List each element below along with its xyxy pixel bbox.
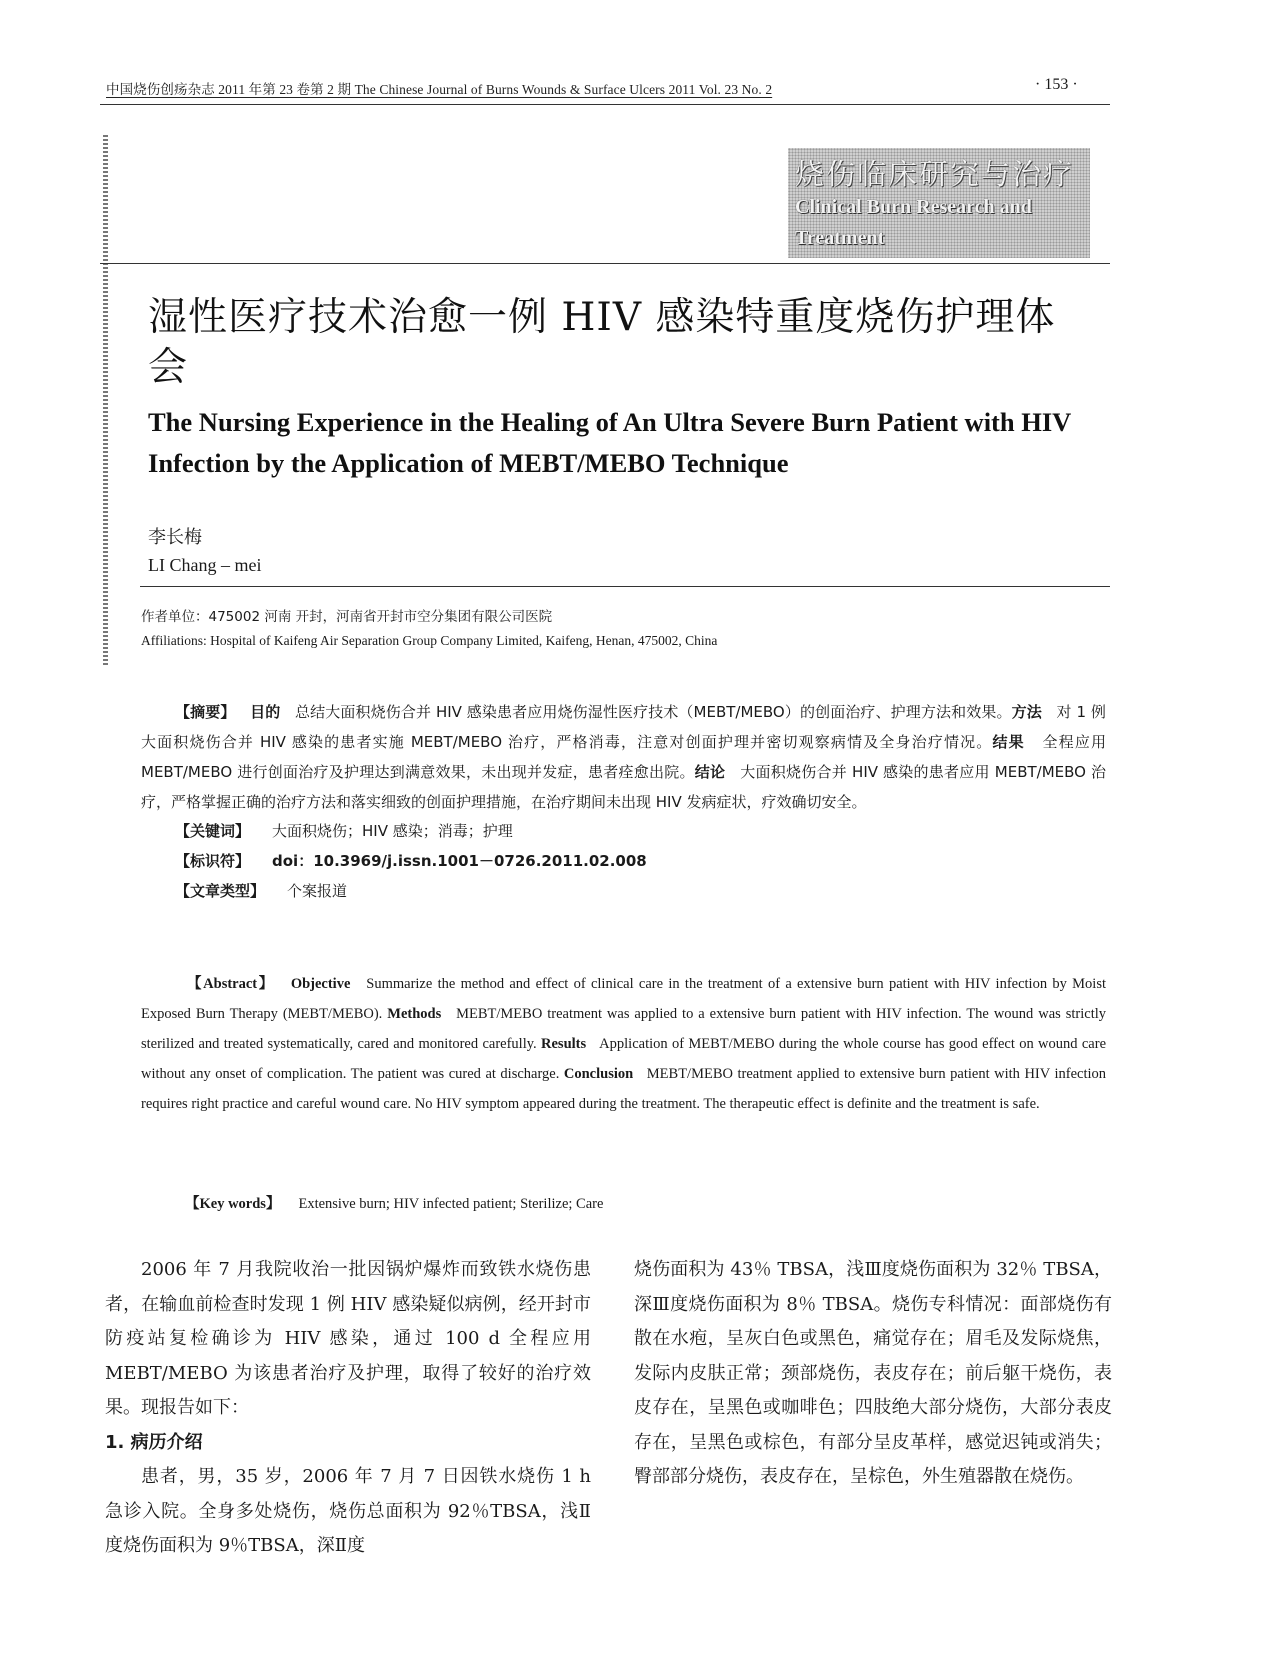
margin-dotted-bar: [103, 135, 108, 665]
abstract-cn-conclusion-label: 结论: [694, 763, 726, 781]
identifier-value: doi：10.3969/j.issn.1001－0726.2011.02.008: [272, 852, 647, 870]
keywords-en-label: 【Key words】: [185, 1196, 281, 1212]
abstract-en-methods: MEBT/MEBO treatment was applied to a extensive burn patient with HIV infection. The wound was strictly sterilized and treated systematically, cared and monitored carefully.: [141, 1006, 1107, 1052]
author-name-cn: 李长梅: [148, 527, 202, 548]
article-type-label: 【文章类型】: [175, 882, 266, 900]
affiliation-en: Affiliations: Hospital of Kaifeng Air Separation Group Company Limited, Kaifeng, Henan, 475002, China: [141, 633, 718, 648]
section-1-heading: 1. 病历介绍: [105, 1431, 203, 1453]
abstract-cn-objective-label: 目的: [250, 703, 281, 721]
affiliation-cn: 作者单位：475002 河南 开封，河南省开封市空分集团有限公司医院: [141, 609, 553, 625]
abstract-en-label: 【Abstract】: [187, 976, 275, 992]
author-name-en: LI Chang – mei: [148, 555, 262, 575]
body-left-column: [105, 1253, 591, 1564]
keywords-en-row: [185, 1192, 603, 1213]
abstract-cn-objective: 总结大面积烧伤合并 HIV 感染患者应用烧伤湿性医疗技术（MEBT/MEBO）的创面治疗、护理方法和效果。: [295, 703, 1012, 721]
abstract-en-results-label: Results: [541, 1036, 587, 1052]
column-title-en: Clinical Burn Research and Treatment: [795, 196, 1032, 249]
keywords-cn-row: [175, 820, 513, 841]
article-title-cn: 湿性医疗技术治愈一例 HIV 感染特重度烧伤护理体会: [148, 295, 1056, 390]
body-right-column: [634, 1253, 1112, 1495]
abstract-cn-label: 【摘要】: [175, 703, 236, 721]
abstract-cn-methods-label: 方法: [1011, 703, 1042, 721]
abstract-cn: [141, 697, 1106, 817]
identifier-row: [175, 850, 647, 871]
keywords-cn-value: 大面积烧伤；HIV 感染；消毒；护理: [272, 822, 513, 840]
abstract-cn-results-label: 结果: [992, 733, 1025, 751]
author-rule: [140, 586, 1110, 587]
case-paragraph-left: 患者，男，35 岁，2006 年 7 月 7 日因铁水烧伤 1 h 急诊入院。全身多处烧伤，烧伤总面积为 92％TBSA，浅Ⅱ度烧伤面积为 9％TBSA，深Ⅱ度: [105, 1466, 591, 1556]
abstract-en: [141, 969, 1106, 1119]
keywords-en-value: Extensive burn; HIV infected patient; Sterilize; Care: [298, 1196, 604, 1212]
case-paragraph-right: 烧伤面积为 43％ TBSA，浅Ⅲ度烧伤面积为 32％ TBSA，深Ⅲ度烧伤面积为 8％ TBSA。烧伤专科情况：面部烧伤有散在水疱，呈灰白色或黑色，痛觉存在；眉毛及发际烧焦，发际内皮肤正常；颈部烧伤，表皮存在；前后躯干烧伤，表皮存在，呈黑色或咖啡色；四肢绝大部分烧伤，大部分表皮存在，呈黑色或棕色，有部分呈皮革样，感觉迟钝或消失；臀部部分烧伤，表皮存在，呈棕色，外生殖器散在烧伤。: [634, 1259, 1112, 1487]
abstract-cn-methods: 对 1 例大面积烧伤合并 HIV 感染的患者实施 MEBT/MEBO 治疗，严格消毒，注意对创面护理并密切观察病情及全身治疗情况。: [141, 703, 1106, 751]
abstract-cn-results: 全程应用 MEBT/MEBO 进行创面治疗及护理达到满意效果，未出现并发症，患者痊愈出院。: [141, 733, 1106, 781]
abstract-cn-conclusion: 大面积烧伤合并 HIV 感染的患者应用 MEBT/MEBO 治疗，严格掌握正确的治疗方法和落实细致的创面护理措施，在治疗期间未出现 HIV 发病症状，疗效确切安全。: [141, 763, 1106, 811]
abstract-en-objective-label: Objective: [290, 976, 351, 992]
page-number: · 153 ·: [1035, 76, 1078, 93]
identifier-label: 【标识符】: [175, 852, 251, 870]
intro-paragraph: 2006 年 7 月我院收治一批因锅炉爆炸而致铁水烧伤患者，在输血前检查时发现 1 例 HIV 感染疑似病例，经开封市防疫站复检确诊为 HIV 感染，通过 100 d 全程应用 MEBT/MEBO 为该患者治疗及护理，取得了较好的治疗效果。现报告如下：: [105, 1259, 591, 1418]
abstract-en-methods-label: Methods: [387, 1006, 442, 1022]
abstract-en-conclusion-label: Conclusion: [563, 1066, 634, 1082]
section-rule: [100, 263, 1110, 264]
keywords-cn-label: 【关键词】: [175, 822, 251, 840]
abstract-en-objective: Summarize the method and effect of clinical care in the treatment of a extensive burn patient with HIV infection by Moist Exposed Burn Therapy (MEBT/MEBO).: [141, 976, 1107, 1022]
abstract-en-conclusion: MEBT/MEBO treatment applied to extensive burn patient with HIV infection requires right practice and careful wound care. No HIV symptom appeared during the treatment. The therapeutic effect is definite and the treatment is safe.: [141, 1066, 1107, 1112]
article-type-value: 个案报道: [287, 882, 348, 900]
article-title-en: The Nursing Experience in the Healing of An Ultra Severe Burn Patient with HIV Infection by the Application of MEBT/MEBO Technique: [148, 407, 1071, 478]
column-title-cn: 烧伤临床研究与治疗: [795, 157, 1075, 191]
running-head: 中国烧伤创疡杂志 2011 年第 23 卷第 2 期 The Chinese Journal of Burns Wounds & Surface Ulcers 2011 Vol. 23 No. 2: [106, 82, 773, 97]
header-rule: [100, 104, 1110, 105]
article-type-row: [175, 880, 347, 901]
abstract-en-results: Application of MEBT/MEBO during the whole course has good effect on wound care without any onset of complication. The patient was cured at discharge.: [141, 1036, 1107, 1082]
